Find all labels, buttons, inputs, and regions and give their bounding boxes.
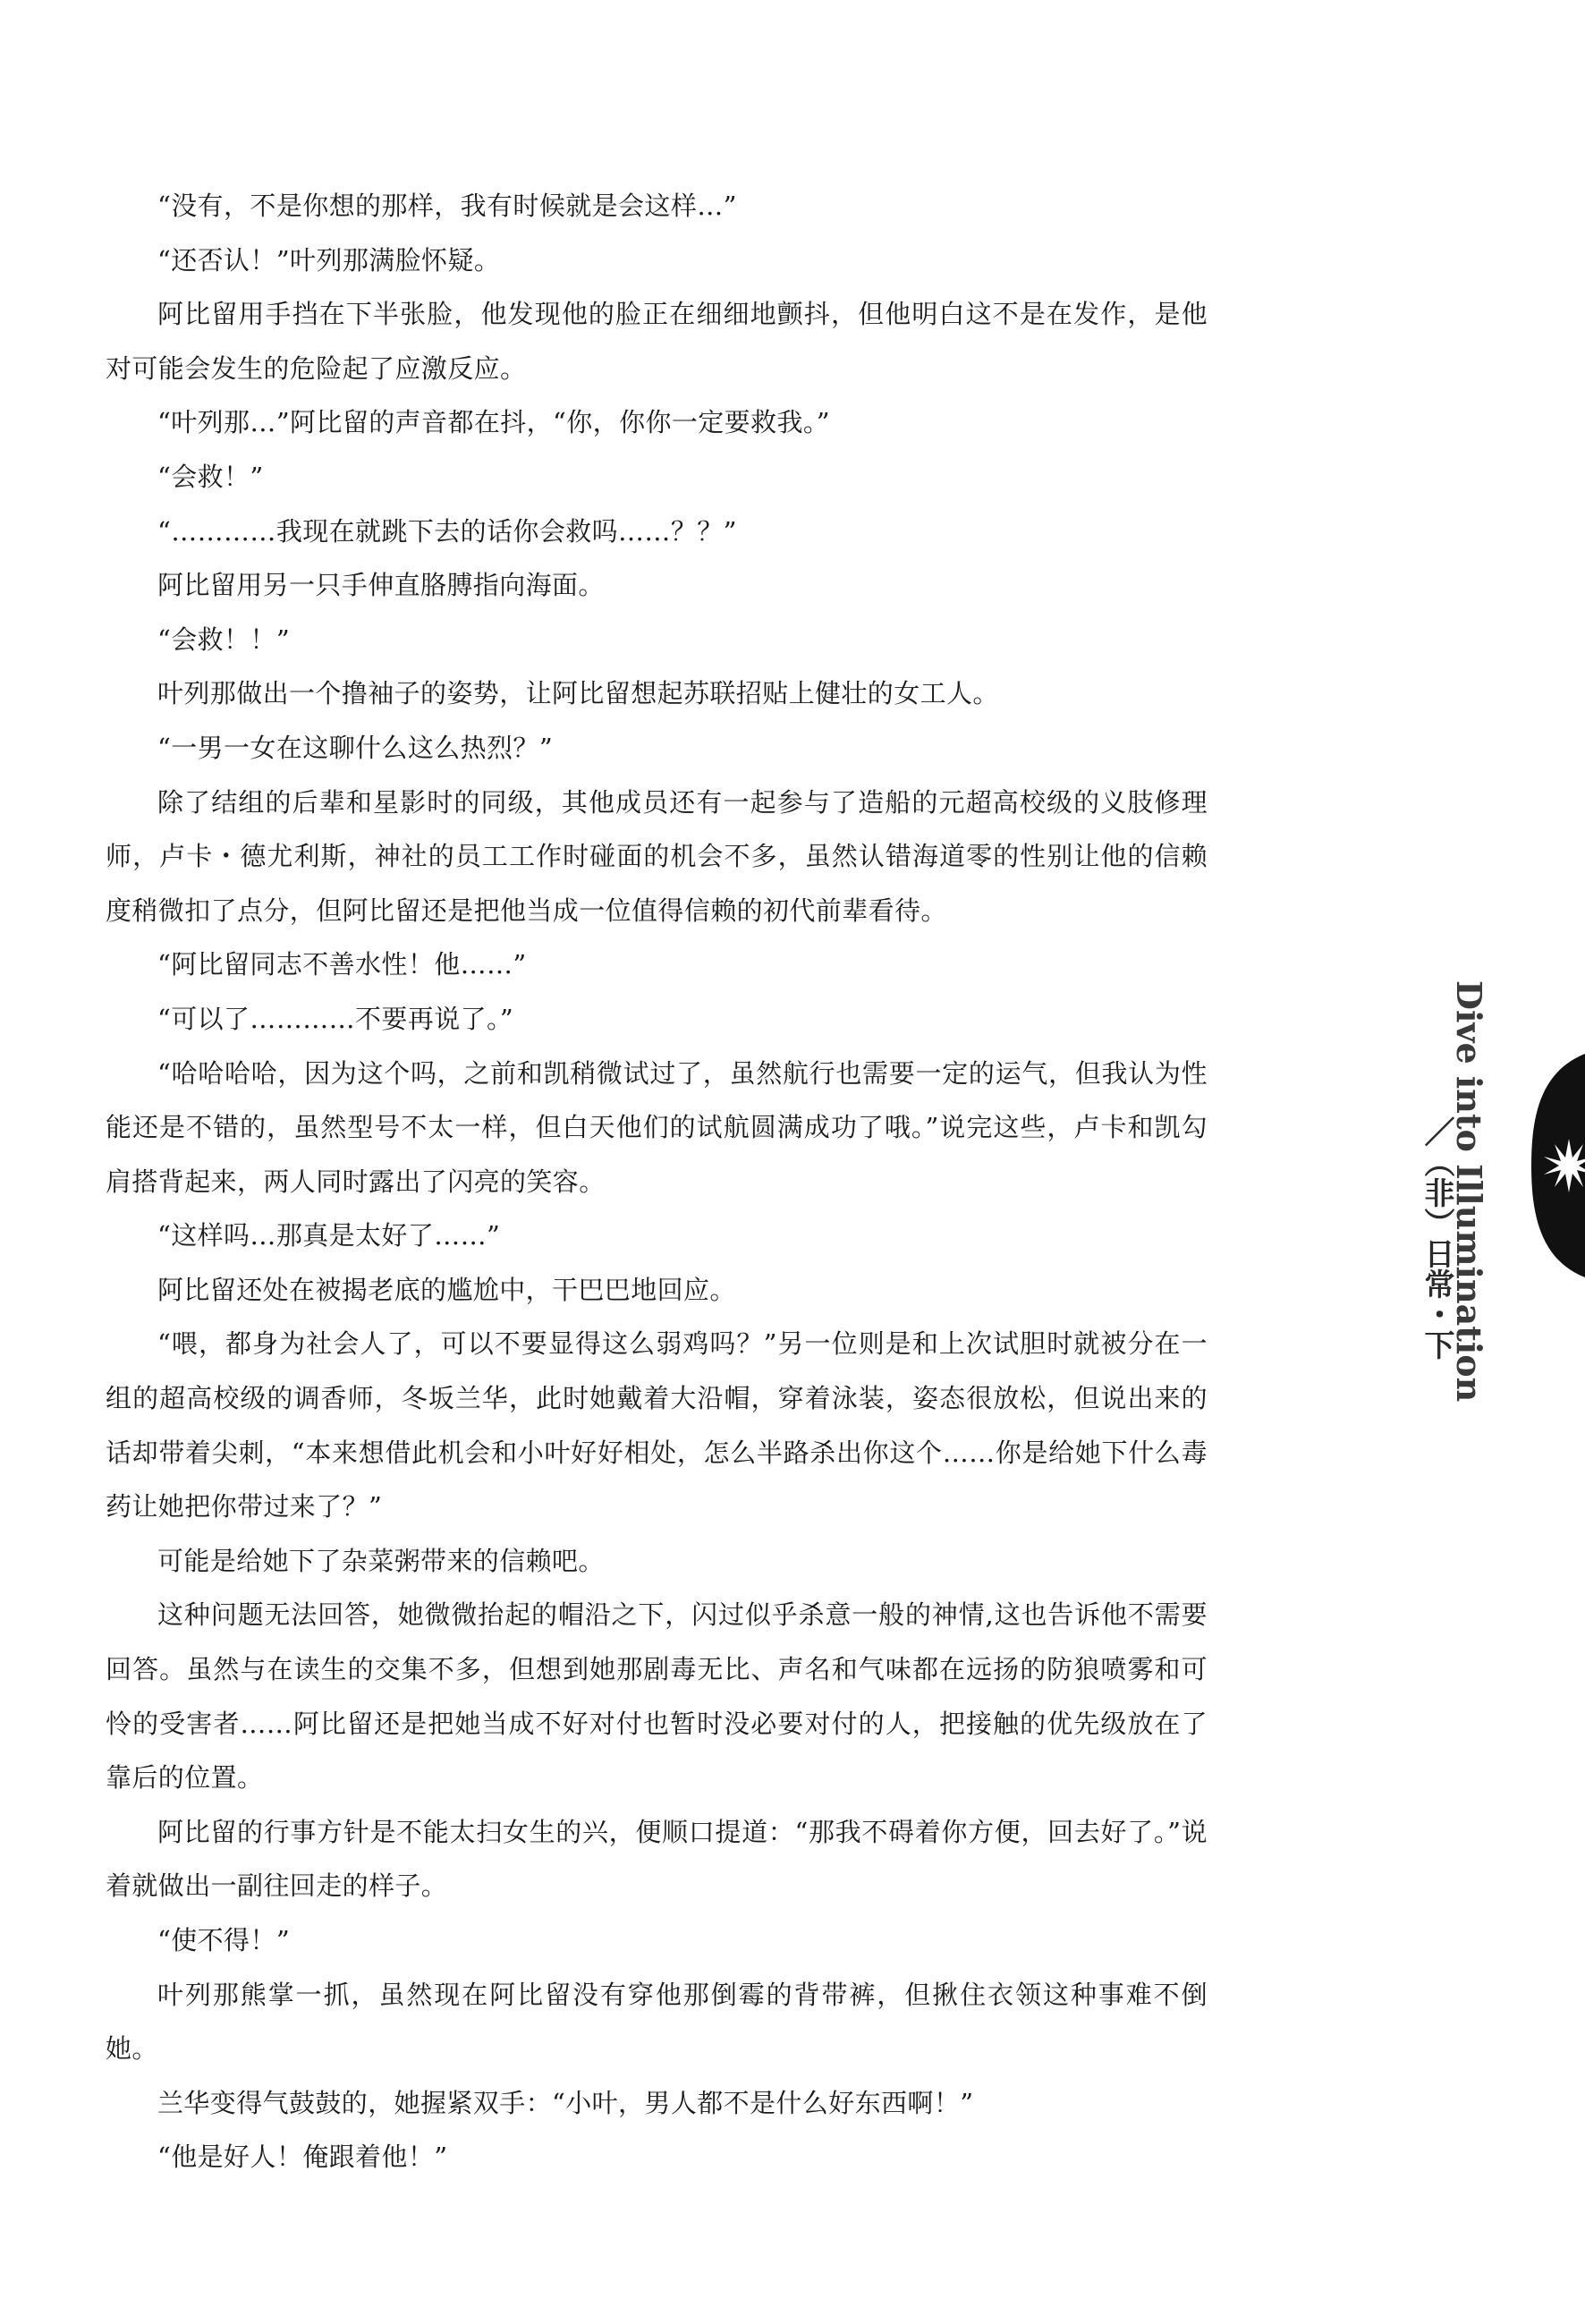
paragraph: “阿比留同志不善水性！他……”	[157, 949, 527, 980]
paragraph: “没有，不是你想的那样，我有时候就是会这样…”	[157, 191, 737, 221]
paragraph: 阿比留的行事方针是不能太扫女生的兴，便顺口提道：“那我不碍着你方便，回去好了。”说着就做出一副往回走的样子。	[106, 1816, 1208, 1902]
body-text	[106, 179, 1208, 2184]
paragraph: “叶列那…”阿比留的声音都在抖，“你，你你一定要救我。”	[157, 407, 831, 438]
paragraph: “喂，都身为社会人了，可以不要显得这么弱鸡吗？”另一位则是和上次试胆时就被分在一组的超高校级的调香师，冬坂兰华，此时她戴着大沿帽，穿着泳装，姿态很放松，但说出来的话却带着尖刺，“本来想借此机会和小叶好好相处，怎么半路杀出你这个……你是给她下什么毒药让她把你带过来了？”	[106, 1328, 1208, 1522]
chapter-tab-starburst-icon	[1531, 1054, 1585, 1277]
paragraph: 阿比留还处在被揭老底的尴尬中，干巴巴地回应。	[157, 1274, 736, 1305]
paragraph: “哈哈哈哈，因为这个吗，之前和凯稍微试过了，虽然航行也需要一定的运气，但我认为性能还是不错的，虽然型号不太一样，但白天他们的试航圆满成功了哦。”说完这些，卢卡和凯勾肩搭背起来，两人同时露出了闪亮的笑容。	[106, 1057, 1208, 1197]
paragraph: 可能是给她下了杂菜粥带来的信赖吧。	[157, 1545, 605, 1576]
side-subtitle: ／（非）日常・下	[1419, 1116, 1454, 1360]
paragraph: 阿比留用另一只手伸直胳膊指向海面。	[157, 570, 605, 601]
paragraph: “使不得！”	[157, 1925, 291, 1955]
paragraph: “会救！！”	[157, 623, 291, 655]
side-title: Dive into Illumination	[1449, 980, 1489, 1403]
paragraph: 兰华变得气鼓鼓的，她握紧双手：“小叶，男人都不是什么好东西啊！”	[157, 2087, 974, 2118]
paragraph: “可以了…………不要再说了。”	[157, 1003, 514, 1034]
paragraph: 这种问题无法回答，她微微抬起的帽沿之下，闪过似乎杀意一般的神情,这也告诉他不需要回答。虽然与在读生的交集不多，但想到她那剧毒无比、声名和气味都在远扬的防狼喷雾和可怜的受害者……阿比留还是把她当成不好对付也暂时没必要对付的人，把接触的优先级放在了靠后的位置。	[106, 1599, 1208, 1794]
paragraph: “会救！”	[157, 461, 264, 492]
paragraph: “这样吗…那真是太好了……”	[157, 1220, 501, 1251]
paragraph: 阿比留用手挡在下半张脸，他发现他的脸正在细细地颤抖，但他明白这不是在发作，是他对可能会发生的危险起了应激反应。	[106, 299, 1208, 384]
paragraph: 叶列那熊掌一抓，虽然现在阿比留没有穿他那倒霉的背带裤，但揪住衣领这种事难不倒她。	[106, 1979, 1208, 2065]
paragraph: “还否认！”叶列那满脸怀疑。	[157, 244, 501, 276]
paragraph: 叶列那做出一个撸袖子的姿势，让阿比留想起苏联招贴上健壮的女工人。	[157, 678, 999, 709]
paragraph: “一男一女在这聊什么这么热烈？”	[157, 732, 554, 763]
paragraph: “…………我现在就跳下去的话你会救吗……？？”	[157, 515, 737, 547]
paragraph: 除了结组的后辈和星影时的同级，其他成员还有一起参与了造船的元超高校级的义肢修理师，卢卡・德尤利斯，神社的员工工作时碰面的机会不多，虽然认错海道零的性别让他的信赖度稍微扣了点分，但阿比留还是把他当成一位值得信赖的初代前辈看待。	[106, 786, 1208, 926]
paragraph: “他是好人！俺跟着他！”	[157, 2142, 448, 2173]
